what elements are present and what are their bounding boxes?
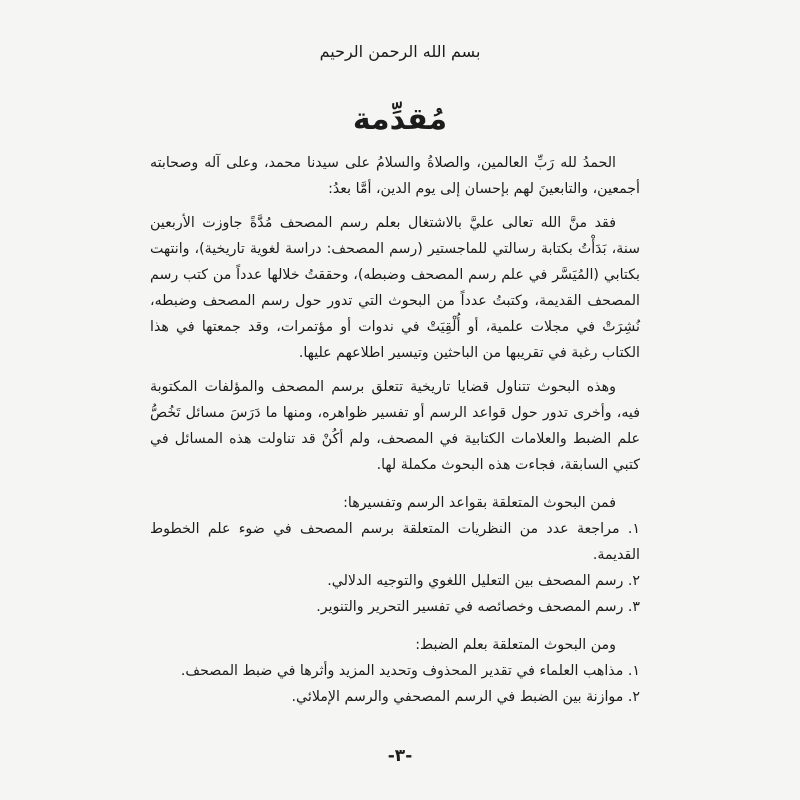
dabt-research-list — [150, 658, 640, 710]
page-number: -٣- — [387, 746, 413, 766]
intro-paragraph: الحمدُ لله رَبِّ العالمين، والصلاةُ والسلامُ على سيدنا محمد، وعلى آله وصحابته أجمعين، والتابعينَ لهم بإحسان إلى يوم الدين، أمَّا بعدُ: — [150, 155, 640, 197]
list-item: ٢. موازنة بين الضبط في الرسم المصحفي والرسم الإملائي. — [291, 689, 640, 705]
rasm-research-list — [150, 516, 640, 620]
paragraph-2: وهذه البحوث تتناول قضايا تاريخية تتعلق برسم المصحف والمؤلفات المكتوبة فيه، وأخرى تدور حول قواعد الرسم أو تفسير ظواهره، ومنها ما دَرَسَ مسائل تَخُصُّ علم الضبط والعلامات الكتابية في المصحف، ولم أكُنْ قد تناولت هذه المسائل في كتبي السابقة، فجاءت هذه البحوث مكملة لها. — [150, 379, 640, 473]
page-heading: مُقدِّمة — [352, 102, 448, 137]
list-item: ١. مراجعة عدد من النظريات المتعلقة برسم المصحف في ضوء علم الخطوط القديمة. — [150, 521, 640, 563]
paragraph-1: فقد منَّ الله تعالى عليَّ بالاشتغال بعلم رسم المصحف مُدَّةً جاوزت الأربعين سنة، بَدَأْتُ بكتابة رسالتي للماجستير (رسم المصحف: دراسة لغوية تاريخية)، وانتهت بكتابي (المُيَسَّر في علم رسم المصحف وضبطه)، وحققتُ خلالها عدداً من كتب رسم المصحف القديمة، وكتبتُ عدداً من البحوث التي تدور حول رسم المصحف وضبطه، نُشِرَتْ في مجلات علمية، أو أُلْقِيَتْ في ندوات أو مؤتمرات، وقد جمعتها في هذا الكتاب رغبة في تقريبها من الباحثين وتيسير اطلاعهم عليها. — [150, 215, 640, 361]
page-body — [150, 150, 640, 710]
list-item: ٢. رسم المصحف بين التعليل اللغوي والتوجيه الدلالي. — [327, 573, 640, 589]
list-item: ١. مذاهب العلماء في تقدير المحذوف وتحديد المزيد وأثرها في ضبط المصحف. — [180, 663, 640, 679]
rasm-section-label: فمن البحوث المتعلقة بقواعد الرسم وتفسيرها: — [343, 495, 616, 511]
dabt-section-label: ومن البحوث المتعلقة بعلم الضبط: — [415, 637, 616, 653]
basmala: بسم الله الرحمن الرحيم — [319, 42, 481, 61]
list-item: ٣. رسم المصحف وخصائصه في تفسير التحرير والتنوير. — [316, 599, 640, 615]
